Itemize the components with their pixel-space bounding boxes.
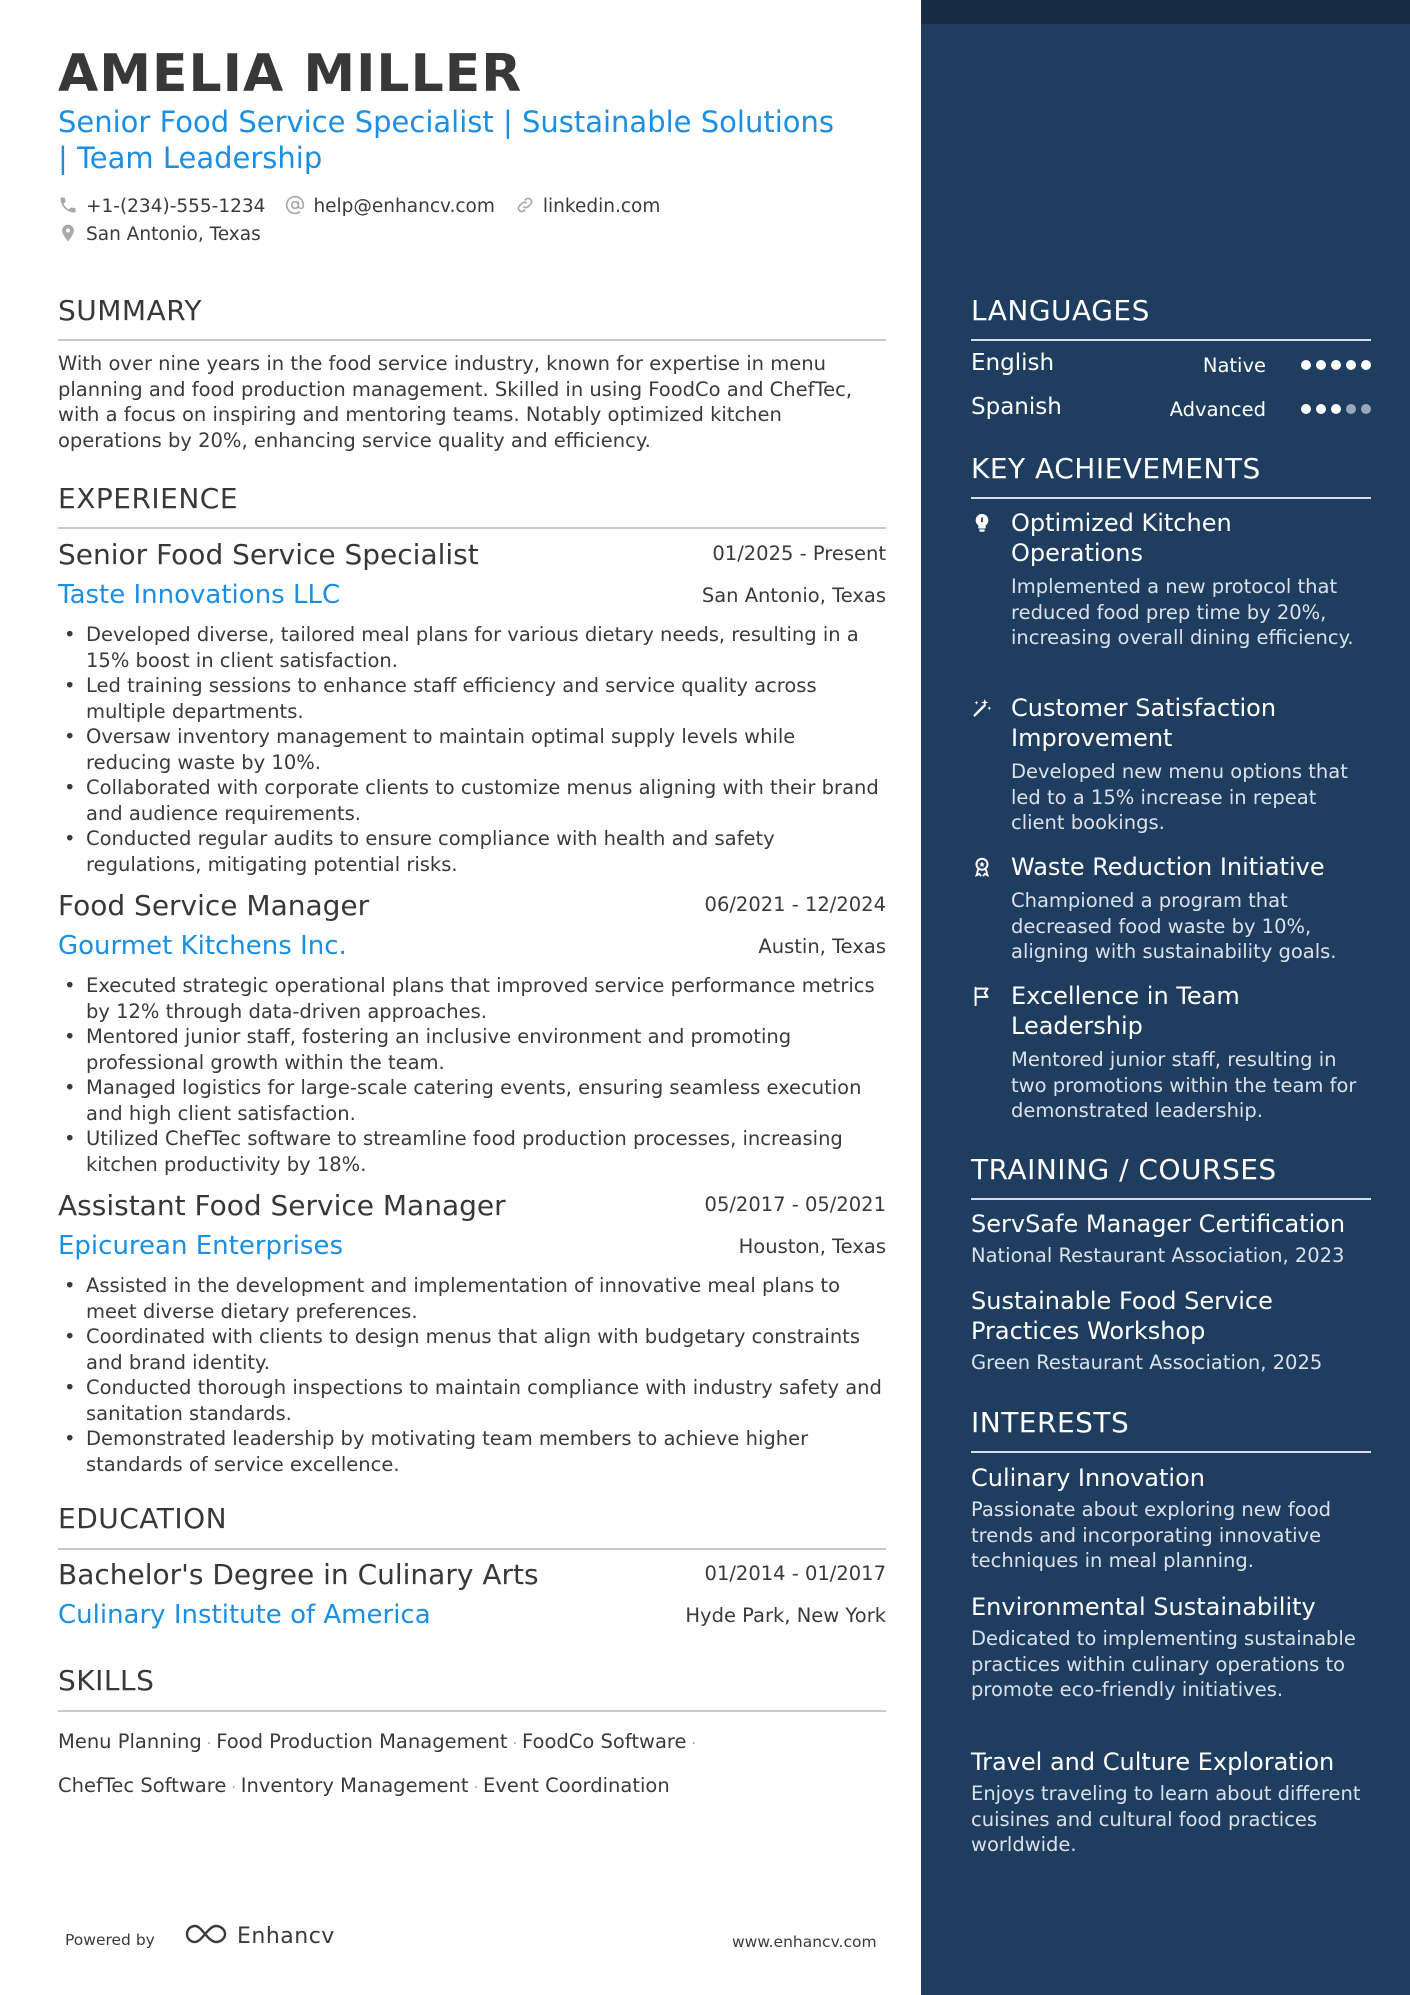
rating-dot (1316, 360, 1326, 370)
linkedin-contact[interactable] (515, 195, 660, 217)
skill-separator: · (473, 1780, 479, 1796)
job-dates: 05/2017 - 05/2021 (704, 1193, 886, 1216)
interests-divider (971, 1451, 1371, 1453)
course-title: Sustainable Food Service Practices Workshop (971, 1287, 1273, 1345)
skill-separator: · (231, 1780, 236, 1796)
location-contact (58, 223, 261, 245)
rating-dot (1346, 404, 1356, 414)
job-title: Senior Food Service Specialist (58, 538, 479, 571)
contact-info (58, 192, 680, 248)
school-location: Hyde Park, New York (685, 1604, 886, 1627)
job-entry (58, 538, 886, 878)
job-bullets (58, 622, 886, 877)
achievement-item (971, 981, 1371, 1126)
headline: Senior Food Service Specialist | Sustainable Solutions | Team Leadership (58, 105, 834, 175)
summary-text: With over nine years in the food service industry, known for expertise in menu planning and food production management. Skilled in using FoodCo and ChefTec, with a focus on inspiring and mentoring teams. Notably optimized kitchen operations by 20%, enhancing service quality and efficiency. (58, 352, 853, 452)
interest-title: Environmental Sustainability (971, 1593, 1316, 1621)
course-item (971, 1286, 1371, 1376)
phone-icon (58, 195, 80, 217)
job-bullets (58, 973, 886, 1177)
rating-dot (1361, 360, 1371, 370)
education-divider (58, 1548, 886, 1550)
email-contact[interactable] (285, 195, 494, 217)
language-name: English (971, 350, 1055, 376)
interest-title: Travel and Culture Exploration (971, 1748, 1335, 1776)
job-title: Assistant Food Service Manager (58, 1189, 506, 1222)
experience-heading: EXPERIENCE (58, 482, 239, 515)
achievement-item (971, 508, 1371, 678)
education-heading: EDUCATION (58, 1502, 228, 1535)
courses-heading: TRAINING / COURSES (971, 1153, 1277, 1186)
magic-wand-icon (971, 697, 995, 721)
job-bullet: • Collaborated with corporate clients to customize menus aligning with their brand and audience requirements. (58, 775, 886, 826)
infinity-logo-icon (183, 1921, 229, 1951)
achievement-title: Excellence in Team Leadership (1011, 982, 1240, 1040)
achievement-description: Implemented a new protocol that reduced food prep time by 20%, increasing overall dining efficiency. (1011, 575, 1354, 649)
achievement-description: Developed new menu options that led to a 15% increase in repeat client bookings. (1011, 760, 1348, 834)
language-rating (1296, 404, 1371, 414)
summary-heading: SUMMARY (58, 294, 203, 327)
sidebar-top-bar (921, 0, 1410, 24)
candidate-name: AMELIA MILLER (58, 44, 523, 104)
job-bullet: • Conducted regular audits to ensure compliance with health and safety regulations, mitigating potential risks. (58, 826, 886, 877)
rating-dot (1361, 404, 1371, 414)
achievement-title: Waste Reduction Initiative (1011, 853, 1325, 881)
job-title: Food Service Manager (58, 889, 370, 922)
language-name: Spanish (971, 394, 1062, 420)
job-company[interactable]: Epicurean Enterprises (58, 1231, 344, 1261)
job-company[interactable]: Gourmet Kitchens Inc. (58, 931, 347, 961)
link-icon (515, 195, 537, 217)
job-bullet: • Demonstrated leadership by motivating team members to achieve higher standards of service excellence. (58, 1426, 886, 1477)
course-provider: Green Restaurant Association, 2025 (971, 1351, 1323, 1374)
course-provider: National Restaurant Association, 2023 (971, 1244, 1345, 1267)
skills-divider (58, 1710, 886, 1712)
sidebar-column (921, 0, 1410, 1995)
achievement-title: Optimized Kitchen Operations (1011, 509, 1232, 567)
skills-list (58, 1721, 888, 1809)
job-bullet: • Oversaw inventory management to maintain optimal supply levels while reducing waste by 10%. (58, 724, 886, 775)
job-location: San Antonio, Texas (701, 584, 886, 607)
job-bullet: • Assisted in the development and implementation of innovative meal plans to meet diverse dietary preferences. (58, 1273, 886, 1324)
location-text: San Antonio, Texas (86, 223, 261, 245)
achievement-description: Championed a program that decreased food waste by 10%, aligning with sustainability goals. (1011, 889, 1337, 963)
interest-item (971, 1463, 1371, 1574)
interest-description: Dedicated to implementing sustainable practices within culinary operations to promote eco-friendly initiatives. (971, 1627, 1356, 1701)
job-company[interactable]: Taste Innovations LLC (58, 580, 341, 610)
interest-description: Passionate about exploring new food trends and incorporating innovative techniques in meal planning. (971, 1498, 1332, 1572)
experience-divider (58, 527, 886, 529)
school-name[interactable]: Culinary Institute of America (58, 1600, 431, 1630)
skill-separator: · (206, 1736, 212, 1752)
skill-item: Event Coordination (483, 1774, 670, 1797)
rating-dot (1316, 404, 1326, 414)
skill-separator: · (691, 1736, 696, 1752)
achievement-title: Customer Satisfaction Improvement (1011, 694, 1277, 752)
job-entry (58, 889, 886, 1179)
rating-dot (1346, 360, 1356, 370)
language-row (971, 350, 1371, 380)
location-pin-icon (58, 223, 80, 245)
languages-heading: LANGUAGES (971, 294, 1150, 327)
interest-item (971, 1747, 1371, 1858)
job-dates: 01/2025 - Present (712, 542, 886, 565)
job-location: Austin, Texas (758, 935, 886, 958)
skill-item: Food Production Management (216, 1730, 508, 1753)
job-bullets (58, 1273, 886, 1477)
achievements-heading: KEY ACHIEVEMENTS (971, 452, 1261, 485)
language-row (971, 394, 1371, 424)
summary-divider (58, 339, 886, 341)
job-bullet: • Managed logistics for large-scale catering events, ensuring seamless execution and high client satisfaction. (58, 1075, 886, 1126)
flag-icon (971, 985, 995, 1009)
lightbulb-icon (971, 512, 995, 536)
achievement-description: Mentored junior staff, resulting in two promotions within the team for demonstrated leadership. (1011, 1048, 1357, 1122)
achievement-item (971, 852, 1371, 967)
achievements-divider (971, 497, 1371, 499)
rating-dot (1301, 404, 1311, 414)
rating-dot (1331, 404, 1341, 414)
language-rating (1296, 360, 1371, 370)
job-entry (58, 1189, 886, 1479)
enhancv-brand-text: Enhancv (237, 1923, 335, 1949)
language-level: Advanced (1169, 398, 1266, 421)
at-sign-icon (285, 195, 307, 217)
rating-dot (1301, 360, 1311, 370)
interest-title: Culinary Innovation (971, 1464, 1205, 1492)
email-text[interactable]: help@enhancv.com (313, 195, 495, 217)
job-location: Houston, Texas (738, 1235, 886, 1258)
phone-text: +1-(234)-555-1234 (86, 195, 266, 217)
languages-divider (971, 339, 1371, 341)
enhancv-logo[interactable] (183, 1921, 335, 1951)
interest-description: Enjoys traveling to learn about different cuisines and cultural food practices worldwide. (971, 1782, 1361, 1856)
rating-dot (1331, 360, 1341, 370)
interests-heading: INTERESTS (971, 1406, 1130, 1439)
achievement-item (971, 693, 1371, 838)
skill-separator: · (512, 1736, 518, 1752)
award-icon (971, 856, 995, 880)
job-bullet: • Mentored junior staff, fostering an inclusive environment and promoting professional growth within the team. (58, 1024, 886, 1075)
job-bullet: • Led training sessions to enhance staff efficiency and service quality across multiple departments. (58, 673, 886, 724)
skill-item: Inventory Management (240, 1774, 469, 1797)
courses-divider (971, 1198, 1371, 1200)
skill-item: FoodCo Software (522, 1730, 687, 1753)
job-bullet: • Coordinated with clients to design menus that align with budgetary constraints and brand identity. (58, 1324, 886, 1375)
powered-by-label: Powered by (65, 1931, 155, 1949)
job-bullet: • Executed strategic operational plans that improved service performance metrics by 12% through data-driven approaches. (58, 973, 886, 1024)
course-item (971, 1209, 1371, 1269)
job-bullet: • Conducted thorough inspections to maintain compliance with industry safety and sanitation standards. (58, 1375, 886, 1426)
phone-contact (58, 195, 265, 217)
interest-item (971, 1592, 1371, 1703)
skill-item: ChefTec Software (58, 1774, 227, 1797)
linkedin-text[interactable]: linkedin.com (542, 195, 661, 217)
course-title: ServSafe Manager Certification (971, 1210, 1346, 1238)
job-dates: 06/2021 - 12/2024 (704, 893, 886, 916)
footer-url[interactable]: www.enhancv.com (732, 1933, 877, 1951)
education-entry (58, 1558, 886, 1648)
degree-title: Bachelor's Degree in Culinary Arts (58, 1558, 539, 1591)
job-bullet: • Developed diverse, tailored meal plans for various dietary needs, resulting in a 15% boost in client satisfaction. (58, 622, 886, 673)
skill-item: Menu Planning (58, 1730, 202, 1753)
skills-heading: SKILLS (58, 1664, 155, 1697)
language-level: Native (1202, 354, 1266, 377)
job-bullet: • Utilized ChefTec software to streamline food production processes, increasing kitchen productivity by 18%. (58, 1126, 886, 1177)
education-dates: 01/2014 - 01/2017 (704, 1562, 886, 1585)
